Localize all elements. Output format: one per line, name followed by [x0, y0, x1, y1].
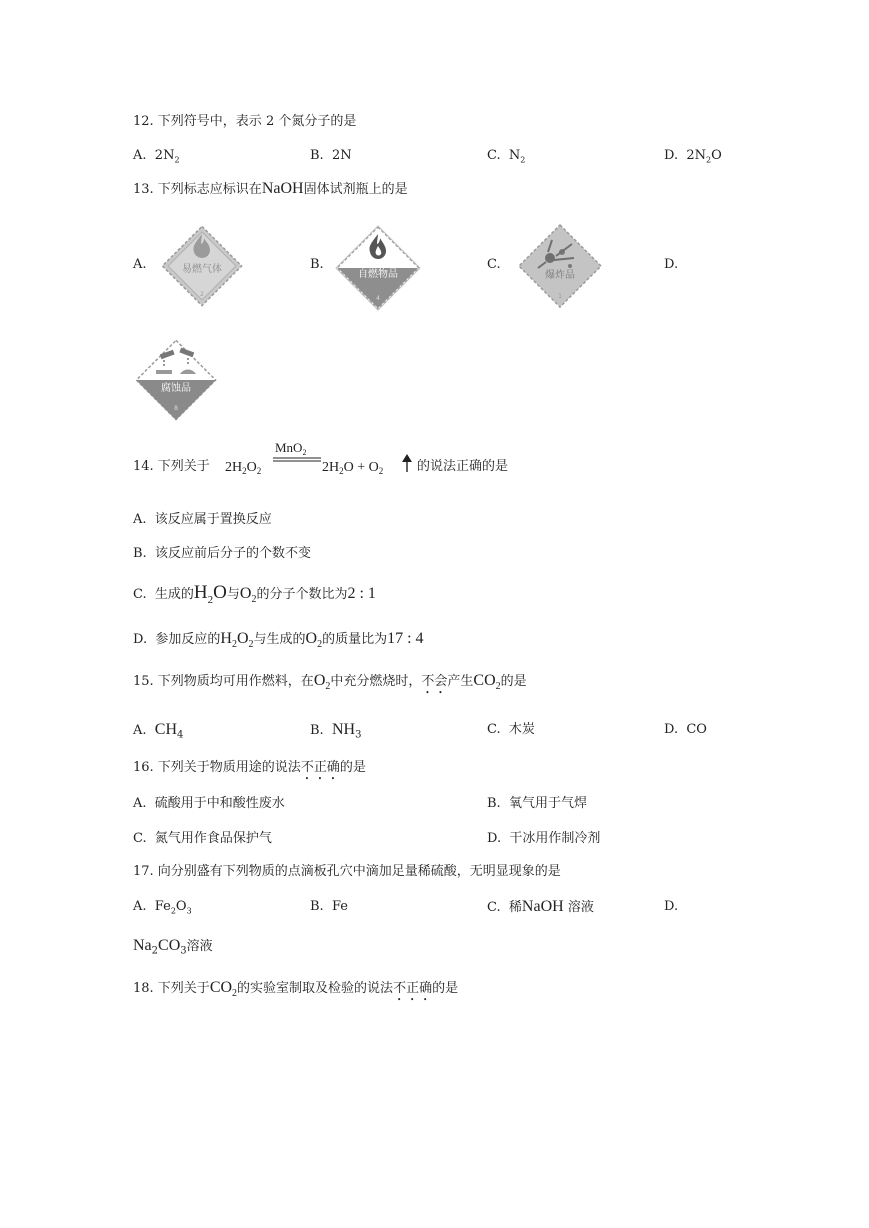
q15-option-c[interactable]: C. 木炭 — [487, 722, 535, 737]
q14-equation — [225, 440, 415, 484]
q17-option-d-label[interactable]: D. — [664, 899, 679, 914]
q12-option-d[interactable]: D. $2N_2O$ — [664, 148, 722, 165]
q13-option-a-sign[interactable] — [156, 220, 248, 312]
q12-option-a[interactable]: A. $2N_2$ — [133, 148, 180, 165]
svg-text:1: 1 — [558, 293, 562, 300]
q14-stem-prefix: 14. 下列关于 — [133, 459, 210, 474]
svg-text:2: 2 — [200, 291, 204, 298]
q12-option-c[interactable]: C. $N_2$ — [487, 148, 526, 165]
q12-stem: 12. 下列符号中，表示 2 个氮分子的是 — [133, 114, 357, 129]
svg-text:8: 8 — [174, 405, 178, 412]
q17-option-c[interactable]: C. 稀NaOH 溶液 — [487, 898, 594, 915]
q13-option-b-sign[interactable] — [330, 220, 426, 316]
svg-text:MnO2: MnO$_2$ — [275, 440, 307, 457]
q13-option-c-sign[interactable] — [512, 218, 608, 314]
q12-option-b[interactable]: B. 2N — [310, 148, 352, 163]
q16-option-a[interactable]: A. 硫酸用于中和酸性废水 — [133, 796, 285, 811]
q14-option-b[interactable]: B. 该反应前后分子的个数不变 — [133, 546, 311, 561]
svg-text:易燃气体: 易燃气体 — [182, 264, 222, 275]
q13-option-c-label[interactable]: C. — [487, 257, 501, 272]
q17-option-d[interactable]: $Na_2CO_3$溶液 — [133, 937, 213, 957]
q16-stem: 16. 下列关于物质用途的说法不正确的是 — [133, 760, 366, 775]
svg-text:2H2O2: $2H_2O_2$ — [225, 460, 262, 476]
q14-option-a[interactable]: A. 该反应属于置换反应 — [133, 512, 272, 527]
svg-text:爆炸品: 爆炸品 — [545, 270, 575, 281]
q13-option-a-label[interactable]: A. — [133, 257, 147, 272]
svg-text:4: 4 — [376, 295, 380, 302]
q13-option-d-label[interactable]: D. — [664, 257, 679, 272]
q16-option-d[interactable]: D. 干冰用作制冷剂 — [487, 831, 601, 846]
q17-option-a[interactable]: A. $Fe_2O_3$ — [133, 899, 192, 916]
q15-option-b[interactable]: B. $NH_3$ — [310, 721, 362, 741]
q18-stem: 18. 下列关于$CO_2$的实验室制取及检验的说法不正确的是 — [133, 979, 459, 1000]
q16-option-c[interactable]: C. 氮气用作食品保护气 — [133, 831, 272, 846]
svg-text:2H2O + O2: $2H_2O + O_2$ — [322, 460, 384, 476]
q17-option-b[interactable]: B. Fe — [310, 899, 348, 914]
q17-stem: 17. 向分别盛有下列物质的点滴板孔穴中滴加足量稀硫酸，无明显现象的是 — [133, 864, 561, 879]
q13-option-b-label[interactable]: B. — [310, 257, 324, 272]
q15-stem: 15. 下列物质均可用作燃料，在$O_2$中充分燃烧时，不会产生$CO_2$的是 — [133, 672, 527, 693]
q14-stem-suffix: 的说法正确的是 — [417, 459, 509, 474]
q13-stem: 13. 下列标志应标识在NaOH固体试剂瓶上的是 — [133, 180, 408, 197]
q16-option-b[interactable]: B. 氧气用于气焊 — [487, 796, 587, 811]
svg-text:自燃物品: 自燃物品 — [358, 269, 398, 280]
q14-option-d[interactable]: D. 参加反应的$H_2O_2$与生成的$O_2$的质量比为17 : 4 — [133, 630, 424, 651]
up-arrow-icon — [402, 454, 412, 472]
q15-option-d[interactable]: D. CO — [664, 722, 707, 737]
q14-option-c[interactable]: C. 生成的$H_2O$与$O_2$的分子个数比为2 : 1 — [133, 582, 376, 606]
q15-option-a[interactable]: A. $CH_4$ — [133, 721, 184, 741]
svg-text:腐蚀品: 腐蚀品 — [161, 383, 191, 394]
q13-option-d-sign[interactable] — [130, 334, 222, 426]
